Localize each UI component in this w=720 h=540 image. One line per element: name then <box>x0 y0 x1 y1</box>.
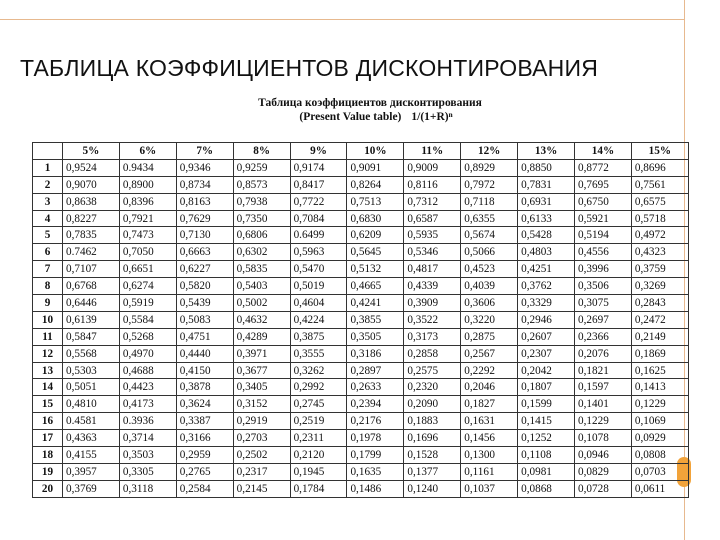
discount-factor-cell: 0,2317 <box>233 463 290 480</box>
table-body <box>33 159 689 497</box>
discount-factor-cell: 0,2292 <box>461 362 518 379</box>
discount-factor-cell: 0,1377 <box>404 463 461 480</box>
table-row <box>33 193 689 210</box>
rate-header: 6% <box>119 143 176 160</box>
discount-factor-cell: 0,7835 <box>63 227 120 244</box>
discount-factor-cell: 0,2502 <box>233 447 290 464</box>
discount-factor-cell: 0,5568 <box>63 345 120 362</box>
table-row <box>33 345 689 362</box>
table-caption-title: Таблица коэффициентов дисконтирования <box>258 97 482 109</box>
discount-factor-cell: 0,2320 <box>404 379 461 396</box>
discount-factor-cell: 0,5083 <box>176 311 233 328</box>
discount-factor-cell: 0,4150 <box>176 362 233 379</box>
discount-factor-cell: 0,1528 <box>404 447 461 464</box>
discount-factor-cell: 0,7972 <box>461 176 518 193</box>
discount-factor-cell: 0,8227 <box>63 210 120 227</box>
discount-factor-cell: 0,9091 <box>347 159 404 176</box>
table-caption-formula: 1/(1+R)ⁿ <box>411 111 453 123</box>
discount-factor-cell: 0,5847 <box>63 328 120 345</box>
discount-factor-cell: 0,5439 <box>176 295 233 312</box>
discount-factor-cell: 0,5132 <box>347 261 404 278</box>
table-corner-cell <box>33 143 63 160</box>
discount-factor-cell: 0,4339 <box>404 278 461 295</box>
discount-factor-cell: 0,2120 <box>290 447 347 464</box>
discount-factor-cell: 0.6499 <box>290 227 347 244</box>
discount-factor-cell: 0,4440 <box>176 345 233 362</box>
discount-factor-cell: 0,6209 <box>347 227 404 244</box>
discount-factor-cell: 0,1978 <box>347 430 404 447</box>
discount-factor-cell: 0,2875 <box>461 328 518 345</box>
discount-factor-cell: 0.9434 <box>119 159 176 176</box>
discount-factor-cell: 0,3762 <box>518 278 575 295</box>
discount-factor-cell: 0,4523 <box>461 261 518 278</box>
discount-factor-cell: 0,6355 <box>461 210 518 227</box>
discount-factor-cell: 0,8900 <box>119 176 176 193</box>
discount-factor-cell: 0,4817 <box>404 261 461 278</box>
table-row <box>33 210 689 227</box>
period-cell: 11 <box>33 328 63 345</box>
discount-factor-cell: 0,8417 <box>290 176 347 193</box>
rate-header: 15% <box>631 143 688 160</box>
table-row <box>33 227 689 244</box>
discount-factor-cell: 0,8772 <box>575 159 632 176</box>
discount-factor-cell: 0,6830 <box>347 210 404 227</box>
discount-factor-cell: 0,6931 <box>518 193 575 210</box>
discount-factor-cell: 0,2042 <box>518 362 575 379</box>
period-cell: 16 <box>33 413 63 430</box>
discount-factor-cell: 0,4224 <box>290 311 347 328</box>
discount-factor-cell: 0,7473 <box>119 227 176 244</box>
discount-factor-cell: 0,4803 <box>518 244 575 261</box>
table-row <box>33 413 689 430</box>
discount-factor-cell: 0,3506 <box>575 278 632 295</box>
discount-factor-cell: 0,6139 <box>63 311 120 328</box>
discount-factor-cell: 0,2946 <box>518 311 575 328</box>
discount-factor-cell: 0,5428 <box>518 227 575 244</box>
discount-factor-cell: 0,0703 <box>631 463 688 480</box>
discount-factor-cell: 0,6133 <box>518 210 575 227</box>
discount-factor-cell: 0,3075 <box>575 295 632 312</box>
rate-header: 7% <box>176 143 233 160</box>
discount-factor-cell: 0,5919 <box>119 295 176 312</box>
discount-factor-cell: 0.3936 <box>119 413 176 430</box>
discount-factor-cell: 0,7629 <box>176 210 233 227</box>
discount-factor-cell: 0,9174 <box>290 159 347 176</box>
discount-factor-cell: 0,1300 <box>461 447 518 464</box>
discount-factor-cell: 0,7938 <box>233 193 290 210</box>
discount-factor-cell: 0,2575 <box>404 362 461 379</box>
discount-factor-cell: 0,5268 <box>119 328 176 345</box>
discount-factor-cell: 0,7050 <box>119 244 176 261</box>
discount-factor-cell: 0,3522 <box>404 311 461 328</box>
period-cell: 13 <box>33 362 63 379</box>
period-cell: 19 <box>33 463 63 480</box>
discount-factor-cell: 0,3996 <box>575 261 632 278</box>
discount-factor-cell: 0,4363 <box>63 430 120 447</box>
discount-factor-cell: 0,3305 <box>119 463 176 480</box>
discount-factor-cell: 0,3166 <box>176 430 233 447</box>
discount-factor-cell: 0,5346 <box>404 244 461 261</box>
discount-factor-cell: 0,3186 <box>347 345 404 362</box>
discount-factor-cell: 0,2919 <box>233 413 290 430</box>
discount-factor-cell: 0,8396 <box>119 193 176 210</box>
discount-factor-cell: 0,3152 <box>233 396 290 413</box>
table-row <box>33 463 689 480</box>
table-row <box>33 328 689 345</box>
discount-factor-cell: 0,1413 <box>631 379 688 396</box>
discount-factor-cell: 0,2149 <box>631 328 688 345</box>
discount-factor-cell: 0,7695 <box>575 176 632 193</box>
discount-factor-cell: 0,3957 <box>63 463 120 480</box>
discount-factor-cell: 0,2607 <box>518 328 575 345</box>
discount-factor-cell: 0,1799 <box>347 447 404 464</box>
table-header-row <box>33 143 689 160</box>
discount-factor-cell: 0,0929 <box>631 430 688 447</box>
discount-factor-cell: 0,3759 <box>631 261 688 278</box>
period-cell: 3 <box>33 193 63 210</box>
discount-factor-cell: 0,8850 <box>518 159 575 176</box>
discount-factor-cell: 0,1821 <box>575 362 632 379</box>
discount-factor-cell: 0,2567 <box>461 345 518 362</box>
period-cell: 4 <box>33 210 63 227</box>
discount-factor-cell: 0,4970 <box>119 345 176 362</box>
period-cell: 9 <box>33 295 63 312</box>
discount-factor-cell: 0,7561 <box>631 176 688 193</box>
discount-factor-cell: 0,1252 <box>518 430 575 447</box>
discount-factor-cell: 0,7350 <box>233 210 290 227</box>
discount-factor-cell: 0,8929 <box>461 159 518 176</box>
period-cell: 20 <box>33 480 63 497</box>
discount-factor-cell: 0,5935 <box>404 227 461 244</box>
discount-factor-cell: 0,1415 <box>518 413 575 430</box>
discount-factor-cell: 0,0868 <box>518 480 575 497</box>
discount-factor-cell: 0,5835 <box>233 261 290 278</box>
discount-factor-cell: 0,1807 <box>518 379 575 396</box>
rate-header: 12% <box>461 143 518 160</box>
discount-factor-cell: 0,9070 <box>63 176 120 193</box>
discount-factor-cell: 0,5645 <box>347 244 404 261</box>
discount-factor-cell: 0,2307 <box>518 345 575 362</box>
discount-factor-cell: 0,6768 <box>63 278 120 295</box>
period-cell: 7 <box>33 261 63 278</box>
discount-factor-cell: 0,4039 <box>461 278 518 295</box>
period-cell: 17 <box>33 430 63 447</box>
table-row <box>33 362 689 379</box>
discount-factor-cell: 0,4632 <box>233 311 290 328</box>
discount-factor-cell: 0,1827 <box>461 396 518 413</box>
table-caption-english: (Present Value table) <box>299 111 402 123</box>
rate-header: 9% <box>290 143 347 160</box>
discount-factor-cell: 0,1869 <box>631 345 688 362</box>
rate-header: 5% <box>63 143 120 160</box>
discount-factor-cell: 0,2519 <box>290 413 347 430</box>
discount-factor-cell: 0,4323 <box>631 244 688 261</box>
discount-factor-cell: 0,3173 <box>404 328 461 345</box>
period-cell: 2 <box>33 176 63 193</box>
discount-factor-cell: 0,2765 <box>176 463 233 480</box>
discount-factor-cell: 0,0946 <box>575 447 632 464</box>
discount-factor-cell: 0,3714 <box>119 430 176 447</box>
discount-factor-cell: 0,1229 <box>575 413 632 430</box>
discount-factor-cell: 0,3624 <box>176 396 233 413</box>
discount-factor-cell: 0,1456 <box>461 430 518 447</box>
discount-factor-cell: 0,7513 <box>347 193 404 210</box>
table-row <box>33 159 689 176</box>
discount-factor-cell: 0,1161 <box>461 463 518 480</box>
discount-factor-cell: 0,9346 <box>176 159 233 176</box>
discount-factor-cell: 0,5194 <box>575 227 632 244</box>
discount-factor-cell: 0,9524 <box>63 159 120 176</box>
table-row <box>33 176 689 193</box>
discount-factor-cell: 0,9009 <box>404 159 461 176</box>
discount-factor-cell: 0,4810 <box>63 396 120 413</box>
discount-factor-cell: 0,5921 <box>575 210 632 227</box>
discount-factor-cell: 0,5470 <box>290 261 347 278</box>
discount-factor-cell: 0,5303 <box>63 362 120 379</box>
period-cell: 1 <box>33 159 63 176</box>
discount-factor-cell: 0,3505 <box>347 328 404 345</box>
discount-factor-cell: 0,0981 <box>518 463 575 480</box>
discount-factor-cell: 0,3606 <box>461 295 518 312</box>
discount-factor-cell: 0,3269 <box>631 278 688 295</box>
discount-factor-cell: 0.4581 <box>63 413 120 430</box>
discount-factor-cell: 0,6587 <box>404 210 461 227</box>
discount-factor-cell: 0,2697 <box>575 311 632 328</box>
discount-factor-cell: 0,8734 <box>176 176 233 193</box>
discount-factor-cell: 0,2897 <box>347 362 404 379</box>
table-row <box>33 379 689 396</box>
rate-header: 11% <box>404 143 461 160</box>
rate-header: 14% <box>575 143 632 160</box>
discount-factor-cell: 0,0808 <box>631 447 688 464</box>
discount-factor-cell: 0,4241 <box>347 295 404 312</box>
period-cell: 14 <box>33 379 63 396</box>
table-row <box>33 244 689 261</box>
rate-header: 10% <box>347 143 404 160</box>
discount-factor-cell: 0,1635 <box>347 463 404 480</box>
discount-factor-cell: 0,4751 <box>176 328 233 345</box>
discount-factor-cell: 0,4665 <box>347 278 404 295</box>
discount-factor-cell: 0,2394 <box>347 396 404 413</box>
discount-factor-cell: 0,2992 <box>290 379 347 396</box>
discount-factor-cell: 0,3262 <box>290 362 347 379</box>
rate-header: 13% <box>518 143 575 160</box>
discount-factor-cell: 0,4289 <box>233 328 290 345</box>
period-cell: 15 <box>33 396 63 413</box>
discount-factor-cell: 0,3329 <box>518 295 575 312</box>
discount-factor-cell: 0,2959 <box>176 447 233 464</box>
discount-factor-cell: 0,3387 <box>176 413 233 430</box>
discount-factor-cell: 0,4556 <box>575 244 632 261</box>
discount-factor-cell: 0,4688 <box>119 362 176 379</box>
discount-factor-cell: 0,3677 <box>233 362 290 379</box>
discount-factor-cell: 0.7462 <box>63 244 120 261</box>
discount-factor-cell: 0,1883 <box>404 413 461 430</box>
discount-factor-cell: 0,1037 <box>461 480 518 497</box>
table-row <box>33 480 689 497</box>
discount-factor-cell: 0,6806 <box>233 227 290 244</box>
discount-factor-cell: 0,4604 <box>290 295 347 312</box>
discount-factor-cell: 0,2745 <box>290 396 347 413</box>
discount-factor-cell: 0,1696 <box>404 430 461 447</box>
table-row <box>33 261 689 278</box>
discount-factor-cell: 0,8696 <box>631 159 688 176</box>
discount-factor-cell: 0,6274 <box>119 278 176 295</box>
discount-factor-cell: 0,3769 <box>63 480 120 497</box>
discount-factor-cell: 0,1599 <box>518 396 575 413</box>
table-row <box>33 311 689 328</box>
discount-factor-cell: 0,3220 <box>461 311 518 328</box>
discount-factor-cell: 0,1784 <box>290 480 347 497</box>
discount-factor-cell: 0,6651 <box>119 261 176 278</box>
discount-factor-cell: 0,5718 <box>631 210 688 227</box>
discount-factor-cell: 0,2145 <box>233 480 290 497</box>
table-row <box>33 447 689 464</box>
discount-factor-cell: 0,7831 <box>518 176 575 193</box>
discount-factor-cell: 0,7312 <box>404 193 461 210</box>
discount-factor-cell: 0,2046 <box>461 379 518 396</box>
discount-factor-cell: 0,1631 <box>461 413 518 430</box>
slide-title: ТАБЛИЦА КОЭФФИЦИЕНТОВ ДИСКОНТИРОВАНИЯ <box>20 55 599 81</box>
discount-factor-cell: 0,3875 <box>290 328 347 345</box>
decorative-frame-top <box>0 0 685 20</box>
discount-factor-cell: 0,5403 <box>233 278 290 295</box>
period-cell: 5 <box>33 227 63 244</box>
discount-factor-cell: 0,7084 <box>290 210 347 227</box>
discount-factor-cell: 0,1945 <box>290 463 347 480</box>
discount-factor-cell: 0,2366 <box>575 328 632 345</box>
discount-factor-cell: 0,7107 <box>63 261 120 278</box>
discount-factor-cell: 0,4251 <box>518 261 575 278</box>
discount-factor-cell: 0,1069 <box>631 413 688 430</box>
discount-factor-cell: 0,5002 <box>233 295 290 312</box>
discount-factor-cell: 0,7722 <box>290 193 347 210</box>
discount-factor-cell: 0,4155 <box>63 447 120 464</box>
discount-factor-cell: 0,5051 <box>63 379 120 396</box>
period-cell: 18 <box>33 447 63 464</box>
discount-factor-cell: 0,1108 <box>518 447 575 464</box>
discount-factor-cell: 0,1625 <box>631 362 688 379</box>
discount-factor-cell: 0,2843 <box>631 295 688 312</box>
discount-factor-cell: 0,8638 <box>63 193 120 210</box>
discount-factor-cell: 0,2176 <box>347 413 404 430</box>
discount-factor-cell: 0,5674 <box>461 227 518 244</box>
discount-factor-cell: 0,1486 <box>347 480 404 497</box>
discount-factor-cell: 0,6750 <box>575 193 632 210</box>
table-row <box>33 430 689 447</box>
discount-factor-cell: 0,3878 <box>176 379 233 396</box>
discount-factor-cell: 0,0728 <box>575 480 632 497</box>
discount-factor-cell: 0,1229 <box>631 396 688 413</box>
discount-factor-cell: 0,7118 <box>461 193 518 210</box>
discount-factor-cell: 0,8573 <box>233 176 290 193</box>
discount-factor-cell: 0,0611 <box>631 480 688 497</box>
discount-factor-cell: 0,8116 <box>404 176 461 193</box>
discount-factor-cell: 0,3909 <box>404 295 461 312</box>
discount-factor-cell: 0,2076 <box>575 345 632 362</box>
period-cell: 10 <box>33 311 63 328</box>
discount-factor-cell: 0,2584 <box>176 480 233 497</box>
table-row <box>33 278 689 295</box>
discount-factor-cell: 0,5019 <box>290 278 347 295</box>
discount-factor-cell: 0,3555 <box>290 345 347 362</box>
table-row <box>33 396 689 413</box>
discount-factor-cell: 0,2472 <box>631 311 688 328</box>
discount-factor-cell: 0,6446 <box>63 295 120 312</box>
discount-factor-cell: 0,6302 <box>233 244 290 261</box>
discount-factor-cell: 0,5584 <box>119 311 176 328</box>
discount-factor-cell: 0,2090 <box>404 396 461 413</box>
discount-factor-cell: 0,2703 <box>233 430 290 447</box>
discount-factor-cell: 0,0829 <box>575 463 632 480</box>
discount-factor-cell: 0,1401 <box>575 396 632 413</box>
discount-factor-cell: 0,6575 <box>631 193 688 210</box>
discount-factor-cell: 0,8264 <box>347 176 404 193</box>
discount-factor-cell: 0,7921 <box>119 210 176 227</box>
discount-factor-cell: 0,3971 <box>233 345 290 362</box>
discount-factor-cell: 0,7130 <box>176 227 233 244</box>
discount-factor-cell: 0,4972 <box>631 227 688 244</box>
table-row <box>33 295 689 312</box>
discount-factor-cell: 0,3503 <box>119 447 176 464</box>
discount-factor-cell: 0,1597 <box>575 379 632 396</box>
table-caption-subtitle <box>150 110 590 124</box>
discount-factor-cell: 0,2858 <box>404 345 461 362</box>
period-cell: 8 <box>33 278 63 295</box>
discount-factor-cell: 0,3855 <box>347 311 404 328</box>
discount-factor-cell: 0,1078 <box>575 430 632 447</box>
discount-factor-cell: 0,5963 <box>290 244 347 261</box>
rate-header: 8% <box>233 143 290 160</box>
discount-factor-cell: 0,3405 <box>233 379 290 396</box>
discount-factor-cell: 0,4423 <box>119 379 176 396</box>
discount-factor-cell: 0,9259 <box>233 159 290 176</box>
table-caption <box>150 96 590 124</box>
discount-factor-cell: 0,3118 <box>119 480 176 497</box>
discount-factor-cell: 0,2633 <box>347 379 404 396</box>
discount-factor-cell: 0,4173 <box>119 396 176 413</box>
discount-factor-cell: 0,6227 <box>176 261 233 278</box>
discount-factor-cell: 0,2311 <box>290 430 347 447</box>
present-value-table <box>32 142 689 498</box>
discount-factor-cell: 0,6663 <box>176 244 233 261</box>
discount-factor-cell: 0,5066 <box>461 244 518 261</box>
discount-factor-cell: 0,1240 <box>404 480 461 497</box>
period-cell: 12 <box>33 345 63 362</box>
discount-factor-cell: 0,8163 <box>176 193 233 210</box>
period-cell: 6 <box>33 244 63 261</box>
discount-factor-cell: 0,5820 <box>176 278 233 295</box>
